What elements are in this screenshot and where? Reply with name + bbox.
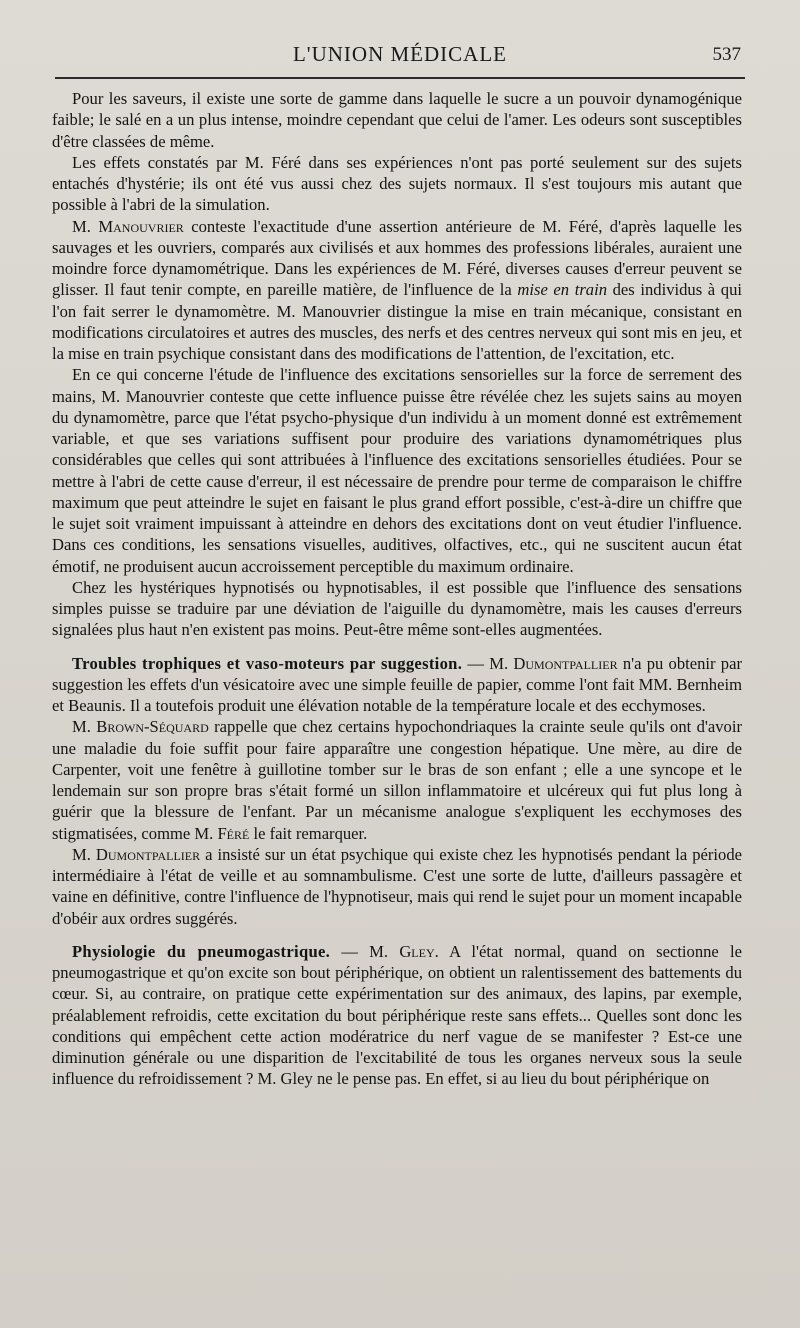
paragraph-effets-constates: Les effets constatés par M. Féré dans ses expériences n'ont pas porté seulement sur des sujets entachés d'hystérie; ils ont été vus aussi chez des sujets normaux. Il s'est toujours mis autant que possible à l'abri de la simulation. (52, 152, 742, 215)
section-troubles-trophiques (52, 653, 742, 717)
section-pneumogastrique (52, 941, 742, 1090)
paragraph-dumontpallier (52, 844, 742, 929)
speaker-name: Brown-Séquard (96, 717, 209, 737)
paragraph-text: n'a pu obtenir par suggestion les effets d'un vésicatoire avec une simple feuille de papier, comme l'ont fait MM. Bernheim et Beaunis. Il a toutefois produit une élévation notable de la température locale et des ecchymoses. (52, 653, 742, 715)
page-number: 537 (712, 44, 741, 65)
heading-dash: — M. (330, 941, 400, 961)
section-heading: Troubles trophiques et vaso-moteurs par suggestion. (72, 653, 463, 673)
paragraph-saveurs: Pour les saveurs, il existe une sorte de gamme dans laquelle le sucre a un pouvoir dynamogénique faible; le salé en a un plus intense, moindre cependant que celui de l'amer. Les odeurs sont susceptibles d'être classées de même. (52, 89, 742, 151)
speaker-name: Féré (217, 823, 250, 843)
paragraph-text: rappelle que chez certains hypochondriaques la crainte seule qu'ils ont d'avoir une maladie du foie suffit pour faire apparaître une congestion hépatique. Une mère, au dire de Carpenter, voit une fenêtre à guillotine tomber sur le bras de son enfant ; elle a une syncope et le lendemain sur son propre bras s'était formé un sillon inflammatoire et ulcéreux qui fut plus long à guérir que la blessure de l'enfant. Par un mécanisme analogue s'expliquent les ecchymoses des stigmatisées, comme M. (52, 717, 742, 843)
speaker-prefix: M. (72, 717, 97, 737)
speaker-prefix: M. (72, 844, 96, 864)
italic-phrase: mise en train (517, 280, 607, 300)
paragraph-brown-sequard (52, 716, 742, 844)
paragraph-text: . A l'état normal, quand on sectionne le pneumogastrique et qu'on excite son bout périphérique, on obtient un ralentissement des battements du cœur. Si, au contraire, on pratique cette expérimentation sur des animaux, des lapins, par exemple, préalablement refroidis, cette excitation du bout périphérique reste sans effets... Quelles sont donc les conditions qui empêchent cette action modératrice du nerf vague de se manifester ? Est-ce une diminution générale ou une disparition de l'excitabilité de tous les organes nerveux sous la seule influence du refroidissement ? M. Gley ne le pense pas. En effet, si au lieu du bout périphérique on (52, 941, 742, 1089)
journal-title: L'UNION MÉDICALE (292, 42, 507, 66)
header-rule (55, 77, 745, 79)
heading-dash: — M. (462, 653, 514, 673)
speaker-name: Dumontpallier (513, 653, 618, 673)
section-heading: Physiologie du pneumogastrique. (72, 941, 331, 961)
paragraph-text: conteste l'exactitude d'une assertion antérieure de M. Féré, d'après laquelle les sauvages et les ouvriers, comparés aux civilisés et aux hommes des professions libérales, auraient une moindre force dynamométrique. Dans les expériences de M. Féré, diverses causes d'erreur peuvent se glisser. Il faut tenir compte, en pareille matière, de l'influence de la (52, 216, 742, 300)
speaker-name: M. Manouvrier (72, 216, 184, 236)
speaker-name: Dumontpallier (95, 844, 201, 864)
paragraph-manouvrier (52, 216, 742, 365)
article-body (52, 88, 742, 1090)
paragraph-text: a insisté sur un état psychique qui existe chez les hypnotisés pendant la période intermédiaire à l'état de veille et au somnambulisme. C'est une sorte de lutte, d'ailleurs passagère et vaine en définitive, contre l'influence de l'hypnotiseur, mais qui rend le sujet pour un moment incapable d'obéir aux ordres suggérés. (52, 844, 742, 928)
paragraph-text: le fait remarquer. (249, 823, 368, 843)
speaker-name: Gley (399, 941, 435, 961)
paragraph-text: des individus à qui l'on fait serrer le dynamomètre. M. Manouvrier distingue la mise en train mécanique, consistant en modifications circulatoires et autres des muscles, des nerfs et des centres nerveux qui sont mis en jeu, et la mise en train psychique consistant dans des modifications de l'attention, de l'excitation, etc. (52, 280, 742, 363)
paragraph-hysteriques: Chez les hystériques hypnotisés ou hypnotisables, il est possible que l'influence des sensations simples puisse se traduire par une déviation de l'aiguille du dynamomètre, mais les causes d'erreurs signalées plus haut n'en existent pas moins. Peut-être même sont-elles augmentées. (52, 577, 742, 640)
paragraph-excitations-sensorielles: En ce qui concerne l'étude de l'influence des excitations sensorielles sur la force de serrement des mains, M. Manouvrier conteste que cette influence puisse être révélée chez les sujets sains au moyen du dynamomètre, parce que l'état psycho-physique d'un individu à un moment donné est extrêmement variable, et que ses variations suffisent pour produire des variations dynamométriques plus considérables que celles qui sont attribuées à l'influence des excitations sensorielles étudiées. Pour se mettre à l'abri de cette cause d'erreur, il est nécessaire de prendre pour terme de comparaison le chiffre maximum que peut atteindre le sujet en faisant le plus grand effort possible, c'est-à-dire un chiffre que le sujet soit vraiment impuissant à atteindre en dehors des excitations dont on veut étudier l'influence. Dans ces conditions, les sensations visuelles, auditives, olfactives, etc., qui ne suscitent aucun état émotif, ne produisent aucun accroissement perceptible du maximum ordinaire. (52, 365, 742, 576)
running-header (55, 38, 745, 70)
